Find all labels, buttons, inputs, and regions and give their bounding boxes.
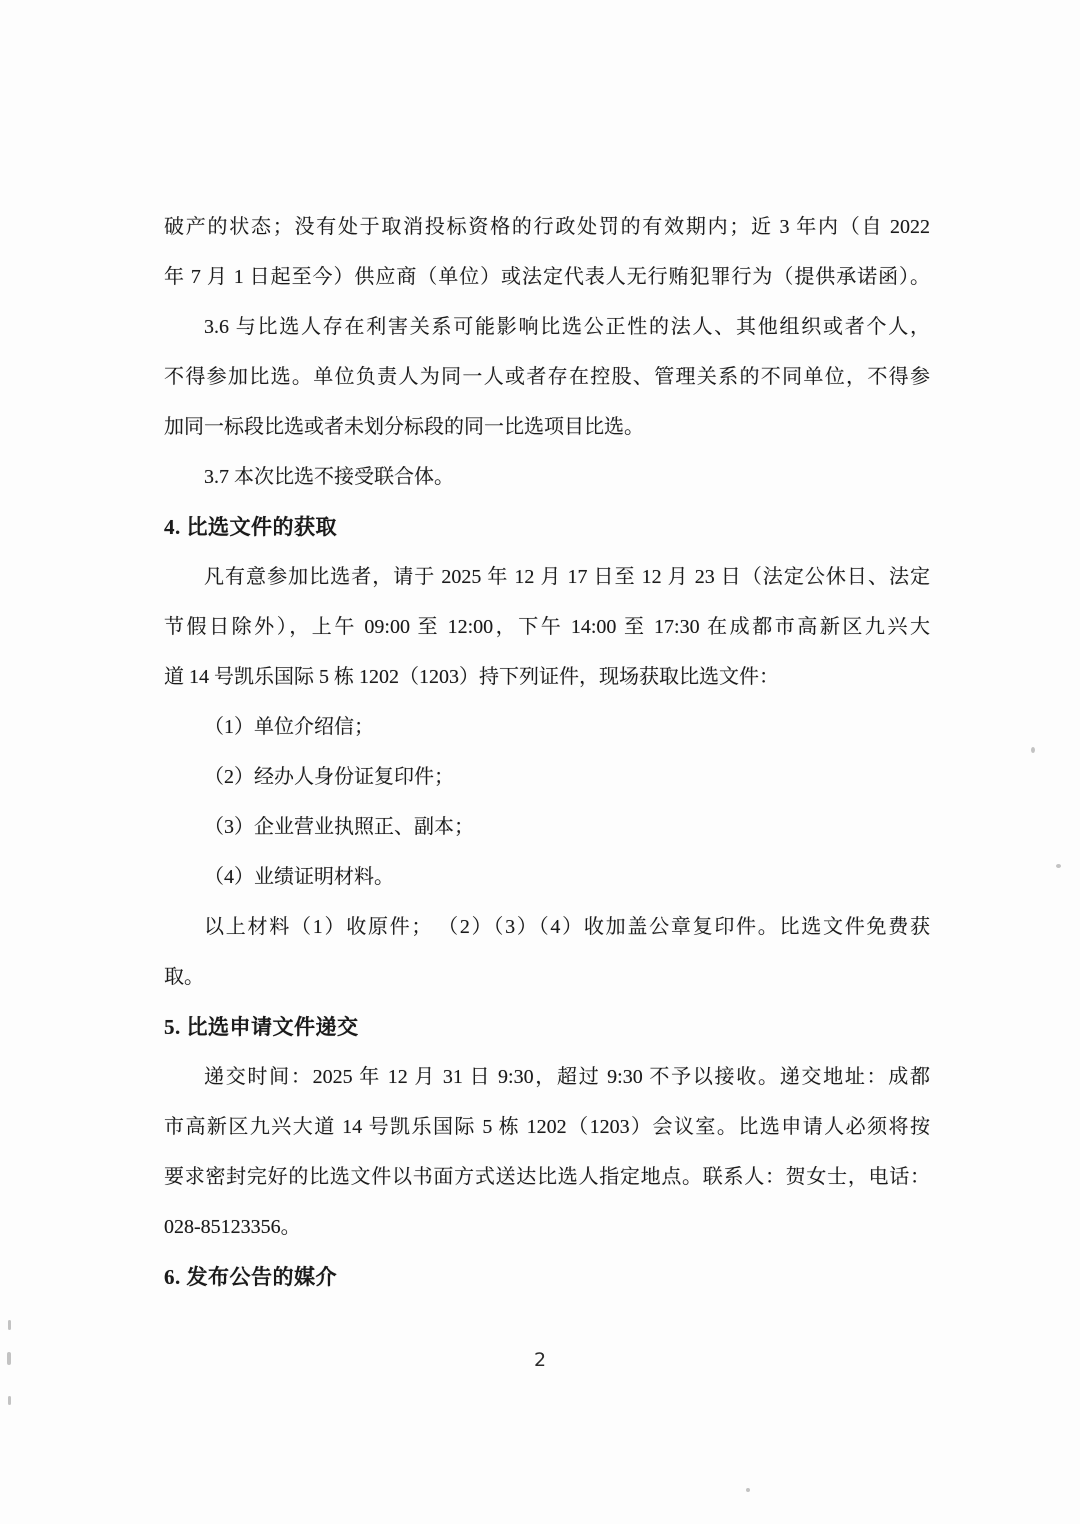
doc-line: 028-85123356。 xyxy=(164,1216,301,1238)
list-item: （3）企业营业执照正、副本； xyxy=(204,816,474,838)
section-heading-4: 4. 比选文件的获取 xyxy=(164,515,337,539)
doc-line: 要求密封完好的比选文件以书面方式送达比选人指定地点。联系人：贺女士，电话： xyxy=(164,1166,930,1188)
doc-line: 3.7 本次比选不接受联合体。 xyxy=(204,466,454,488)
doc-line: 递交时间：2025 年 12 月 31 日 9:30，超过 9:30 不予以接收。递交地址：成都 xyxy=(204,1066,930,1088)
doc-line: 以上材料（1）收原件； （2）（3）（4）收加盖公章复印件。比选文件免费获 xyxy=(204,916,930,938)
doc-line: 凡有意参加比选者，请于 2025 年 12 月 17 日至 12 月 23 日（法定公休日、法定 xyxy=(204,566,930,588)
doc-line: 加同一标段比选或者未划分标段的同一比选项目比选。 xyxy=(164,416,644,438)
doc-line: 不得参加比选。单位负责人为同一人或者存在控股、管理关系的不同单位，不得参 xyxy=(164,366,930,388)
list-item: （2）经办人身份证复印件； xyxy=(204,766,454,788)
scan-speck xyxy=(1031,747,1035,753)
document-text-block xyxy=(164,202,930,1302)
scan-speck xyxy=(1056,864,1061,868)
doc-line: 道 14 号凯乐国际 5 栋 1202（1203）持下列证件，现场获取比选文件： xyxy=(164,666,779,688)
scan-speck xyxy=(746,1488,750,1492)
scan-speck xyxy=(7,1352,11,1365)
scan-speck xyxy=(8,1320,11,1330)
section-heading-6: 6. 发布公告的媒介 xyxy=(164,1265,337,1289)
list-item: （4）业绩证明材料。 xyxy=(204,866,394,888)
doc-line: 取。 xyxy=(164,966,204,988)
doc-line: 市高新区九兴大道 14 号凯乐国际 5 栋 1202（1203）会议室。比选申请人必须将按 xyxy=(164,1116,930,1138)
scan-speck xyxy=(8,1396,11,1405)
list-item: （1）单位介绍信； xyxy=(204,716,374,738)
page-number: 2 xyxy=(533,1349,547,1371)
doc-line: 破产的状态；没有处于取消投标资格的行政处罚的有效期内；近 3 年内（自 2022 xyxy=(164,216,930,238)
doc-line: 节假日除外），上午 09:00 至 12:00，下午 14:00 至 17:30 在成都市高新区九兴大 xyxy=(164,616,930,638)
doc-line: 3.6 与比选人存在利害关系可能影响比选公正性的法人、其他组织或者个人， xyxy=(204,316,930,338)
doc-line: 年 7 月 1 日起至今）供应商（单位）或法定代表人无行贿犯罪行为（提供承诺函）。 xyxy=(164,266,930,288)
section-heading-5: 5. 比选申请文件递交 xyxy=(164,1015,359,1039)
